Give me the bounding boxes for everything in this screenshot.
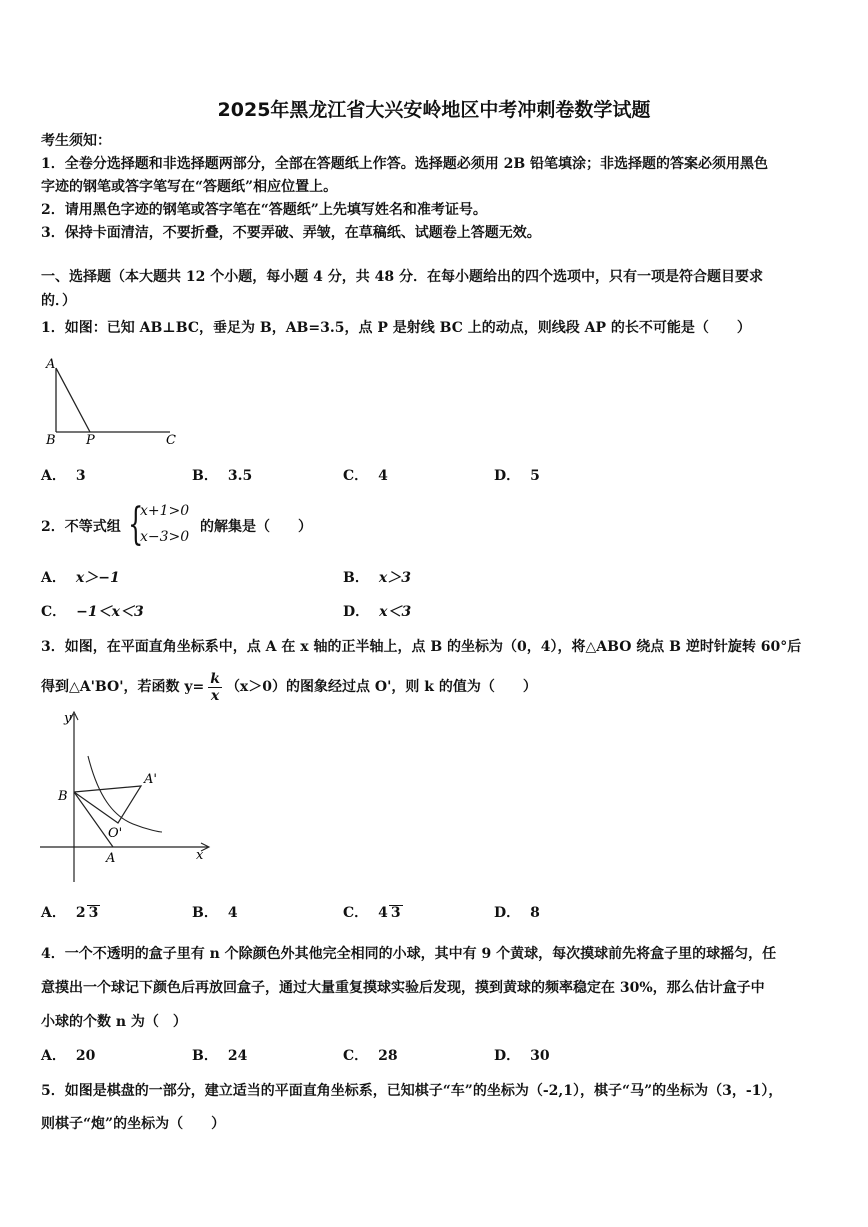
figure-label-a-prime: A' <box>144 772 157 787</box>
question-3-stem-2: 得到△A'BO'，若函数 y= $\frac{k}{x}$ （x＞0）的图象经过点 O'，则 k 的值为（ ） <box>41 670 537 704</box>
figure-label-p: P <box>86 433 95 448</box>
question-2-option-b[interactable]: B． x＞3 <box>343 570 411 586</box>
question-2-prefix: 2．不等式组 <box>41 519 121 535</box>
question-3-option-d[interactable]: D． 8 <box>494 905 540 921</box>
section-heading: 一、选择题（本大题共 12 个小题，每小题 4 分，共 48 分．在每小题给出的四个选项中，只有一项是符合题目要求 <box>41 269 763 285</box>
figure-label-a: A <box>46 357 56 372</box>
inequality-1: x+1>0 <box>140 503 190 519</box>
question-1-stem: 1．如图：已知 AB⊥BC，垂足为 B，AB=3.5，点 P 是射线 BC 上的动点，则线段 AP 的长不可能是（ ） <box>41 320 751 336</box>
question-3-option-b[interactable]: B． 4 <box>192 905 238 921</box>
question-5-stem: 5．如图是棋盘的一部分，建立适当的平面直角坐标系，已知棋子“车”的坐标为（-2,1），棋子“马”的坐标为（3，-1）， <box>41 1083 783 1099</box>
notice-item: 3．保持卡面清洁，不要折叠，不要弄破、弄皱，在草稿纸、试题卷上答题无效。 <box>41 225 541 241</box>
notice-item: 字迹的钢笔或答字笔写在“答题纸”相应位置上。 <box>41 179 338 195</box>
figure-label-b: B <box>46 433 56 448</box>
notice-item: 2．请用黑色字迹的钢笔或答字笔在“答题纸”上先填写姓名和准考证号。 <box>41 202 487 218</box>
brace-symbol: { <box>128 499 144 550</box>
inequality-system <box>128 500 208 554</box>
figure-label-o-prime: O' <box>108 826 123 841</box>
notice-item: 1．全卷分选择题和非选择题两部分，全部在答题纸上作答。选择题必须用 2B 铅笔填涂；非选择题的答案必须用黑色 <box>41 156 769 172</box>
question-4-option-b[interactable]: B． 24 <box>192 1048 248 1064</box>
question-4-stem: 小球的个数 n 为（ ） <box>41 1014 187 1030</box>
fraction-k-over-x: $\frac{k}{x}$ <box>210 670 220 704</box>
question-4-option-a[interactable]: A． 20 <box>41 1048 96 1064</box>
axis-label-x: x <box>196 848 204 863</box>
question-3-figure <box>38 706 218 886</box>
question-3-option-c[interactable]: C． 4 3 <box>343 905 401 921</box>
notice-heading: 考生须知： <box>41 133 111 149</box>
question-1-option-d[interactable]: D． 5 <box>494 468 540 484</box>
question-1-figure <box>40 352 190 448</box>
question-4-stem: 意摸出一个球记下颜色后再放回盒子，通过大量重复摸球实验后发现，摸到黄球的频率稳定在 30%，那么估计盒子中 <box>41 980 765 996</box>
page-title: 2025年黑龙江省大兴安岭地区中考冲刺卷数学试题 <box>217 99 651 121</box>
section-heading: 的．） <box>41 293 76 309</box>
figure-label-c: C <box>166 433 176 448</box>
question-4-option-c[interactable]: C． 28 <box>343 1048 398 1064</box>
figure-label-b: B <box>58 789 68 804</box>
question-4-stem: 4．一个不透明的盒子里有 n 个除颜色外其他完全相同的小球，其中有 9 个黄球，每次摸球前先将盒子里的球摇匀，任 <box>41 946 777 962</box>
figure-label-a: A <box>106 851 116 866</box>
question-1-option-a[interactable]: A． 3 <box>41 468 86 484</box>
inequality-2: x−3>0 <box>140 529 190 545</box>
question-2-suffix: 的解集是（ ） <box>200 519 312 535</box>
question-2-option-a[interactable]: A． x＞−1 <box>41 570 120 586</box>
question-4-option-d[interactable]: D． 30 <box>494 1048 550 1064</box>
question-3-stem: 3．如图，在平面直角坐标系中，点 A 在 x 轴的正半轴上，点 B 的坐标为（0，4），将△ABO 绕点 B 逆时针旋转 60°后 <box>41 639 802 655</box>
question-2-option-c[interactable]: C． −1＜x＜3 <box>41 604 144 620</box>
question-5-stem: 则棋子“炮”的坐标为（ ） <box>41 1116 226 1132</box>
question-2-option-d[interactable]: D． x＜3 <box>343 604 412 620</box>
axis-label-y: y <box>64 711 72 726</box>
question-1-option-b[interactable]: B． 3.5 <box>192 468 253 484</box>
question-1-option-c[interactable]: C． 4 <box>343 468 388 484</box>
question-3-option-a[interactable]: A． 2 3 <box>41 905 99 921</box>
